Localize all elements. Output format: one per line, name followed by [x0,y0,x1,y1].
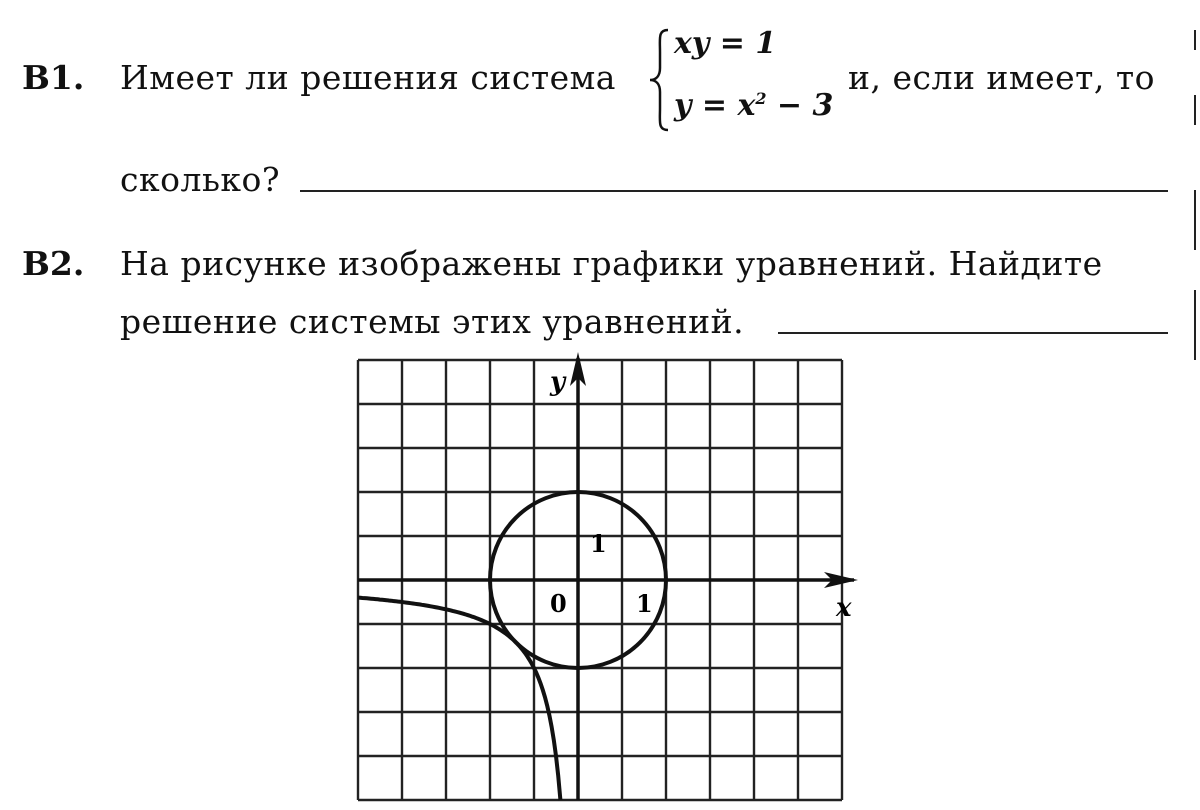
system-equation-2 [674,88,833,123]
x-tick-label: 1 [636,589,653,618]
task-b2-label: B2. [22,244,85,283]
task-b2-text-line1: На рисунке изображены графики уравнений. Найдите [120,244,1103,283]
equation-2-exponent: 2 [755,89,767,108]
x-axis-label: x [836,593,852,623]
equation-2-lhs: y = x [674,88,756,123]
equation-graph [340,350,860,810]
task-b1-label: B1. [22,58,85,97]
answer-line-b2 [778,332,1168,334]
equation-2-rhs: − 3 [766,88,834,123]
answer-line-b1 [300,190,1168,192]
y-tick-label: 1 [590,529,607,558]
origin-label: 0 [550,589,567,618]
task-b1-text-continued: и, если имеет, то [848,58,1156,97]
task-b2-text-line2: решение системы этих уравнений. [120,302,745,341]
y-axis-label: y [550,367,566,397]
hyperbola-graph [358,598,560,800]
coordinate-axes [358,352,858,800]
task-b1-question: сколько? [120,160,281,199]
page-edge-mark [1194,190,1196,250]
page-edge-mark [1194,30,1196,50]
task-b1-text: Имеет ли решения система [120,58,616,97]
page-edge-mark [1194,290,1196,360]
system-brace [648,28,672,132]
page-edge-mark [1194,95,1196,125]
system-equation-1: xy = 1 [674,26,777,61]
